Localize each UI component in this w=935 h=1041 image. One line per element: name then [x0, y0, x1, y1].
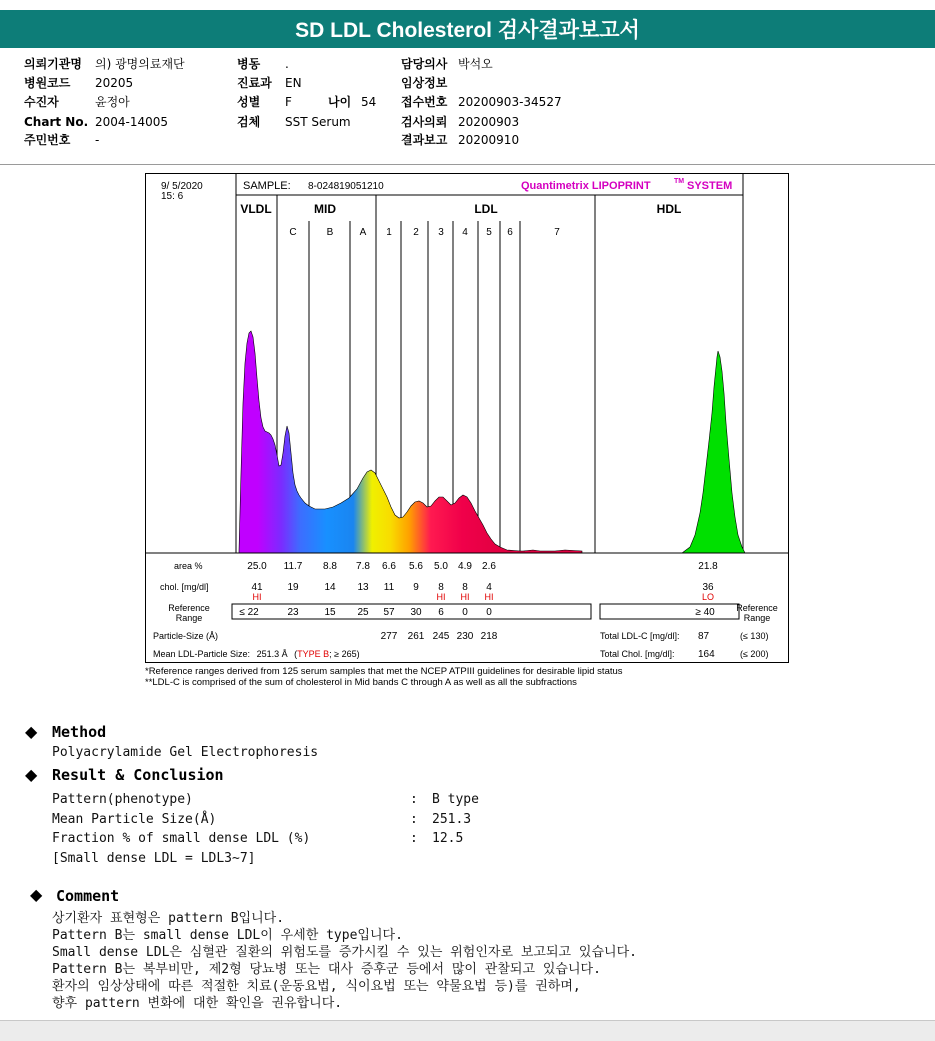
info-value-patient: 윤정아: [95, 95, 130, 109]
report-date: 9/ 5/2020: [161, 181, 203, 192]
info-label: 의뢰기관명: [24, 57, 82, 71]
band-label-6: 6: [507, 227, 513, 238]
total-chol-value: 164: [698, 649, 715, 660]
comment-line: 환자의 임상상태에 따른 적절한 치료(운동요법, 식이요법 또는 약물요법 등)를 권하며,: [52, 979, 581, 994]
info-value-specimen: SST Serum: [285, 115, 351, 129]
chol-value: 19: [287, 582, 299, 593]
ref-value: 15: [324, 607, 336, 618]
ref-value: 57: [383, 607, 395, 618]
area-value: 7.8: [356, 561, 370, 572]
flag-hi: HI: [252, 592, 262, 602]
info-value-request-date: 20200903: [458, 115, 520, 129]
info-label-report-date: 결과보고: [401, 133, 448, 147]
chol-value: 13: [357, 582, 369, 593]
flag-hi: HI: [436, 592, 446, 602]
info-label-age: 나이: [328, 95, 352, 109]
info-label-specimen: 검체: [237, 115, 261, 129]
comment-line: 향후 pattern 변화에 대한 확인을 권유합니다.: [52, 996, 343, 1011]
ref-value: 6: [438, 607, 444, 618]
ref-value: 0: [462, 607, 468, 618]
band-label-b: B: [326, 227, 334, 238]
info-value-chart-no: 2004-14005: [95, 115, 169, 129]
area-value: 11.7: [283, 561, 303, 572]
info-label-accession: 접수번호: [401, 95, 448, 109]
particle-value: 245: [432, 631, 450, 642]
band-label-2: 2: [413, 227, 419, 238]
brand-name: Quantimetrix LIPOPRINT: [521, 180, 651, 192]
info-label-ward: 병동: [237, 57, 261, 71]
footnote-reference: *Reference ranges derived from 125 serum samples that met the NCEP ATPIII guidelines for desirable lipid status: [145, 666, 623, 677]
hdl-ref-value: ≥ 40: [695, 607, 715, 618]
range-label-right: Range: [743, 613, 771, 623]
result-value-size: 251.3: [432, 812, 472, 827]
band-label-5: 5: [486, 227, 492, 238]
info-value-resident-no: -: [95, 133, 100, 147]
report-time: 15: 6: [161, 191, 184, 202]
total-ldl-limit: (≤ 130): [740, 631, 769, 641]
hdl-area-value: 21.8: [698, 561, 718, 572]
ref-value: ≤ 22: [239, 607, 259, 618]
area-value: 4.9: [458, 561, 472, 572]
result-colon: :: [410, 831, 418, 846]
mean-particle-label: Mean LDL-Particle Size:: [153, 649, 251, 659]
comment-line: Pattern B는 복부비만, 제2형 당뇨병 또는 대사 증후군 등에서 많이 관찰되고 있습니다.: [52, 962, 601, 977]
method-text: Polyacrylamide Gel Electrophoresis: [52, 745, 319, 760]
total-chol-label: Total Chol. [mg/dl]:: [600, 649, 675, 659]
result-colon: :: [410, 792, 418, 807]
result-label-pattern: Pattern(phenotype): [52, 792, 193, 807]
chol-value: 41: [251, 582, 263, 593]
result-bullet-icon: ◆: [25, 765, 38, 784]
chol-value: 8: [438, 582, 444, 593]
result-label-fraction: Fraction % of small dense LDL (%): [52, 831, 311, 846]
info-value-hospital-code: 20205: [95, 76, 134, 90]
bottom-scroll-area[interactable]: [0, 1020, 935, 1041]
band-label-4: 4: [462, 227, 468, 238]
info-value-doctor: 박석오: [458, 57, 493, 71]
reference-label: Reference: [168, 603, 210, 613]
particle-size-label: Particle-Size (Å): [153, 631, 219, 641]
comment-line: Pattern B는 small dense LDL이 우세한 type입니다.: [52, 928, 403, 943]
info-label-clinical: 임상정보: [401, 76, 448, 90]
info-value-department: EN: [285, 76, 302, 90]
report-title: SD LDL Cholesterol 검사결과보고서: [0, 10, 935, 48]
method-bullet-icon: ◆: [25, 722, 38, 741]
brand-suffix: SYSTEM: [687, 180, 733, 192]
chol-label: chol. [mg/dl]: [160, 582, 209, 592]
method-heading: Method: [52, 723, 107, 741]
flag-lo: LO: [701, 592, 715, 602]
result-colon: :: [410, 812, 418, 827]
info-value-sex: F: [285, 95, 292, 109]
area-value: 25.0: [247, 561, 267, 572]
info-row-institution: [24, 55, 82, 74]
reference-label-right: Reference: [736, 603, 778, 613]
area-value: 5.6: [409, 561, 423, 572]
info-value-report-date: 20200910: [458, 133, 520, 147]
chol-value: 8: [462, 582, 468, 593]
hdl-chol-value: 36: [702, 582, 714, 593]
flag-hi: HI: [460, 592, 470, 602]
band-label-3: 3: [438, 227, 444, 238]
ref-value: 23: [287, 607, 299, 618]
info-value-ward: .: [285, 57, 289, 71]
chol-value: 11: [383, 582, 395, 593]
info-label-department: 진료과: [237, 76, 272, 90]
total-ldl-label: Total LDL-C [mg/dl]:: [600, 631, 680, 641]
area-value: 5.0: [434, 561, 448, 572]
area-value: 8.8: [323, 561, 337, 572]
area-value: 2.6: [482, 561, 496, 572]
mean-particle-value: 251.3 Å: [256, 649, 288, 659]
ref-value: 25: [357, 607, 369, 618]
info-label-patient: 수진자: [24, 95, 59, 109]
sample-label: SAMPLE:: [243, 180, 291, 192]
info-label-doctor: 담당의사: [401, 57, 448, 71]
group-vldl: VLDL: [240, 202, 272, 216]
info-value-institution: 의) 광명의료재단: [95, 57, 185, 71]
header-divider: [0, 164, 935, 165]
flag-hi: HI: [484, 592, 494, 602]
ref-value: 30: [410, 607, 422, 618]
info-label-request-date: 검사의뢰: [401, 115, 448, 129]
mean-particle-line: Mean LDL-Particle Size: 251.3 Å (TYPE B; ≥ 265): [153, 649, 360, 659]
mean-particle-limit: ≥ 265: [334, 649, 357, 659]
particle-value: 218: [480, 631, 498, 642]
sample-id: 8-024819051210: [308, 181, 384, 192]
mean-particle-type: TYPE B: [297, 649, 330, 659]
result-value-fraction: 12.5: [432, 831, 464, 846]
ref-value: 0: [486, 607, 492, 618]
result-note: [Small dense LDL = LDL3~7]: [52, 851, 256, 866]
chol-value: 4: [486, 582, 492, 593]
result-heading: Result & Conclusion: [52, 766, 224, 784]
band-label-a: A: [359, 227, 367, 238]
comment-line: Small dense LDL은 심혈관 질환의 위험도를 증가시킬 수 있는 위험인자로 보고되고 있습니다.: [52, 945, 637, 960]
group-mid: MID: [314, 202, 336, 216]
particle-value: 261: [407, 631, 425, 642]
total-ldl-value: 87: [698, 631, 710, 642]
group-ldl: LDL: [474, 202, 498, 216]
chol-value: 9: [413, 582, 419, 593]
chol-value: 14: [324, 582, 336, 593]
band-label-c: C: [289, 227, 297, 238]
comment-heading: Comment: [56, 887, 120, 905]
comment-line: 상기환자 표현형은 pattern B입니다.: [52, 911, 285, 926]
brand-tm: TM: [674, 178, 685, 185]
footnote-ldl: **LDL-C is comprised of the sum of cholesterol in Mid bands C through A as well as all the subfractions: [145, 677, 577, 688]
group-hdl: HDL: [656, 202, 682, 216]
area-value: 6.6: [382, 561, 396, 572]
info-label-hospital-code: 병원코드: [24, 76, 71, 90]
comment-bullet-icon: ◆: [30, 885, 43, 904]
band-label-1: 1: [386, 227, 392, 238]
info-value-accession: 20200903-34527: [458, 95, 562, 109]
info-value-age: 54: [361, 95, 377, 109]
particle-value: 230: [456, 631, 474, 642]
range-label: Range: [175, 613, 203, 623]
total-chol-limit: (≤ 200): [740, 649, 769, 659]
band-label-7: 7: [554, 227, 560, 238]
info-label-sex: 성별: [237, 95, 261, 109]
particle-value: 277: [380, 631, 398, 642]
result-label-size: Mean Particle Size(Å): [52, 812, 217, 827]
result-value-pattern: B type: [432, 792, 479, 807]
info-label-chart-no: Chart No.: [24, 115, 89, 129]
info-label-resident-no: 주민번호: [24, 133, 71, 147]
area-label: area %: [174, 561, 203, 571]
lipoprint-report: [145, 173, 789, 663]
